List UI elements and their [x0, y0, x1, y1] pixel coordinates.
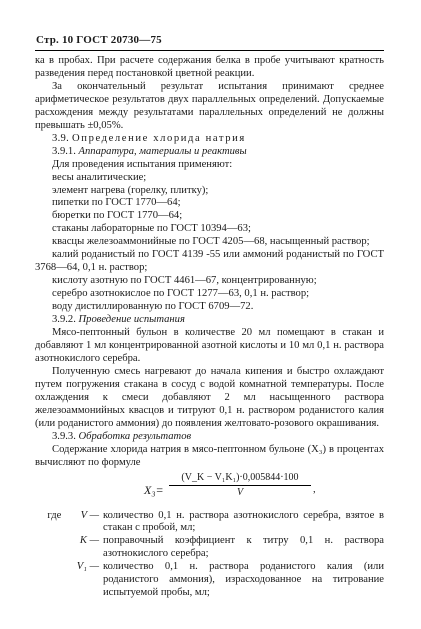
list-item: стаканы лабораторные по ГОСТ 10394—63; — [52, 223, 251, 235]
definition-item — [35, 535, 384, 561]
definition-symbol: V — — [80, 509, 99, 521]
list-item: квасцы железоаммонийные по ГОСТ 4205—68, насыщенный раствор; — [52, 236, 370, 248]
document-body — [35, 55, 384, 600]
definition-item — [35, 510, 384, 536]
subsection-heading — [35, 146, 384, 159]
list-item: калий роданистый по ГОСТ 4139 -55 или аммоний роданистый по ГОСТ 3768—64, 0,1 н. раствор; — [35, 249, 384, 274]
paragraph: ка в пробах. При расчете содержания белка в пробе учитывают кратность разведения перед постановкой цветной реакции. — [35, 55, 384, 79]
section-number: 3.9. — [52, 132, 70, 144]
subsection-heading — [35, 431, 384, 444]
definition-symbol: K — — [79, 535, 99, 547]
list-item: пипетки по ГОСТ 1770—64; — [52, 197, 181, 209]
formula-numerator: (V_K − V₁K₁)·0,005844·100 — [169, 472, 311, 487]
where-label: где — [47, 509, 62, 521]
definitions-list — [35, 510, 384, 601]
page-header: Стр. 10 ГОСТ 20730—75 — [36, 34, 162, 46]
paragraph: Содержание хлорида натрия в мясо-пептонном бульоне (X₃) в процентах вычисляют по формуле — [35, 443, 384, 468]
list-item: кислоту азотную по ГОСТ 4461—67, концентрированную; — [52, 275, 317, 287]
paragraph: Мясо-пептонный бульон в количестве 20 мл помещают в стакан и добавляют 1 мл концентрированной азотной кислоты и 10 мл 0,1 н. раствора азотнокислого серебра. — [35, 327, 384, 364]
subsection-number: 3.9.1. — [52, 145, 76, 157]
section-heading — [35, 133, 384, 146]
subsection-title: Обработка результатов — [78, 430, 192, 442]
formula — [35, 470, 384, 508]
list-item: серебро азотнокислое по ГОСТ 1277—63, 0,1 н. раствор; — [52, 288, 310, 300]
definition-item — [35, 561, 384, 600]
list-item: элемент нагрева (горелку, плитку); — [52, 184, 209, 196]
definition-symbol: V₁ — — [76, 561, 99, 573]
header-rule — [35, 50, 384, 51]
definition-text: поправочный коэффициент к титру 0,1 н. раствора азотнокислого серебра; — [103, 535, 384, 560]
subsection-heading — [35, 314, 384, 327]
paragraph: Полученную смесь нагревают до начала кипения и быстро охлаждают путем погружения стакана в сосуд с водой комнатной температуры. После охлаждения к смеси добавляют 2 мл насыщенного раствора железоаммонийных квасцов и титруют 0,1 н. раствором роданистого калия (или роданистого аммония) до появления желтовато-розового окрашивания. — [35, 365, 384, 429]
formula-fraction — [169, 472, 311, 501]
subsection-title: Проведение испытания — [78, 314, 185, 326]
subsection-title: Аппаратура, материалы и реактивы — [78, 145, 247, 157]
list-item: воду дистиллированную по ГОСТ 6709—72. — [52, 301, 254, 313]
formula-trail: , — [313, 483, 316, 495]
formula-lhs: X₃= — [144, 482, 164, 497]
list-item: весы аналитические; — [52, 171, 147, 183]
definition-term — [35, 510, 103, 536]
definition-text: количество 0,1 н. раствора азотнокислого серебра, взятое в стакан с пробой, мл; — [103, 509, 384, 534]
subsection-number: 3.9.3. — [52, 430, 76, 442]
list-item: бюретки по ГОСТ 1770—64; — [52, 210, 183, 222]
paragraph: Для проведения испытания применяют: — [52, 158, 233, 170]
section-title: Определение хлорида натрия — [72, 132, 246, 144]
subsection-number: 3.9.2. — [52, 314, 76, 326]
paragraph: За окончательный результат испытания принимают среднее арифметическое результатов двух параллельных определений. Допускаемые расхождения между результатами параллельных определений не должны превышать ±0,05%. — [35, 80, 384, 131]
formula-denominator: V — [236, 487, 244, 499]
definition-text: количество 0,1 н. раствора роданистого калия (или роданистого аммония), израсходованное на титрование испытуемой пробы, мл; — [103, 561, 384, 599]
materials-list — [35, 172, 384, 314]
